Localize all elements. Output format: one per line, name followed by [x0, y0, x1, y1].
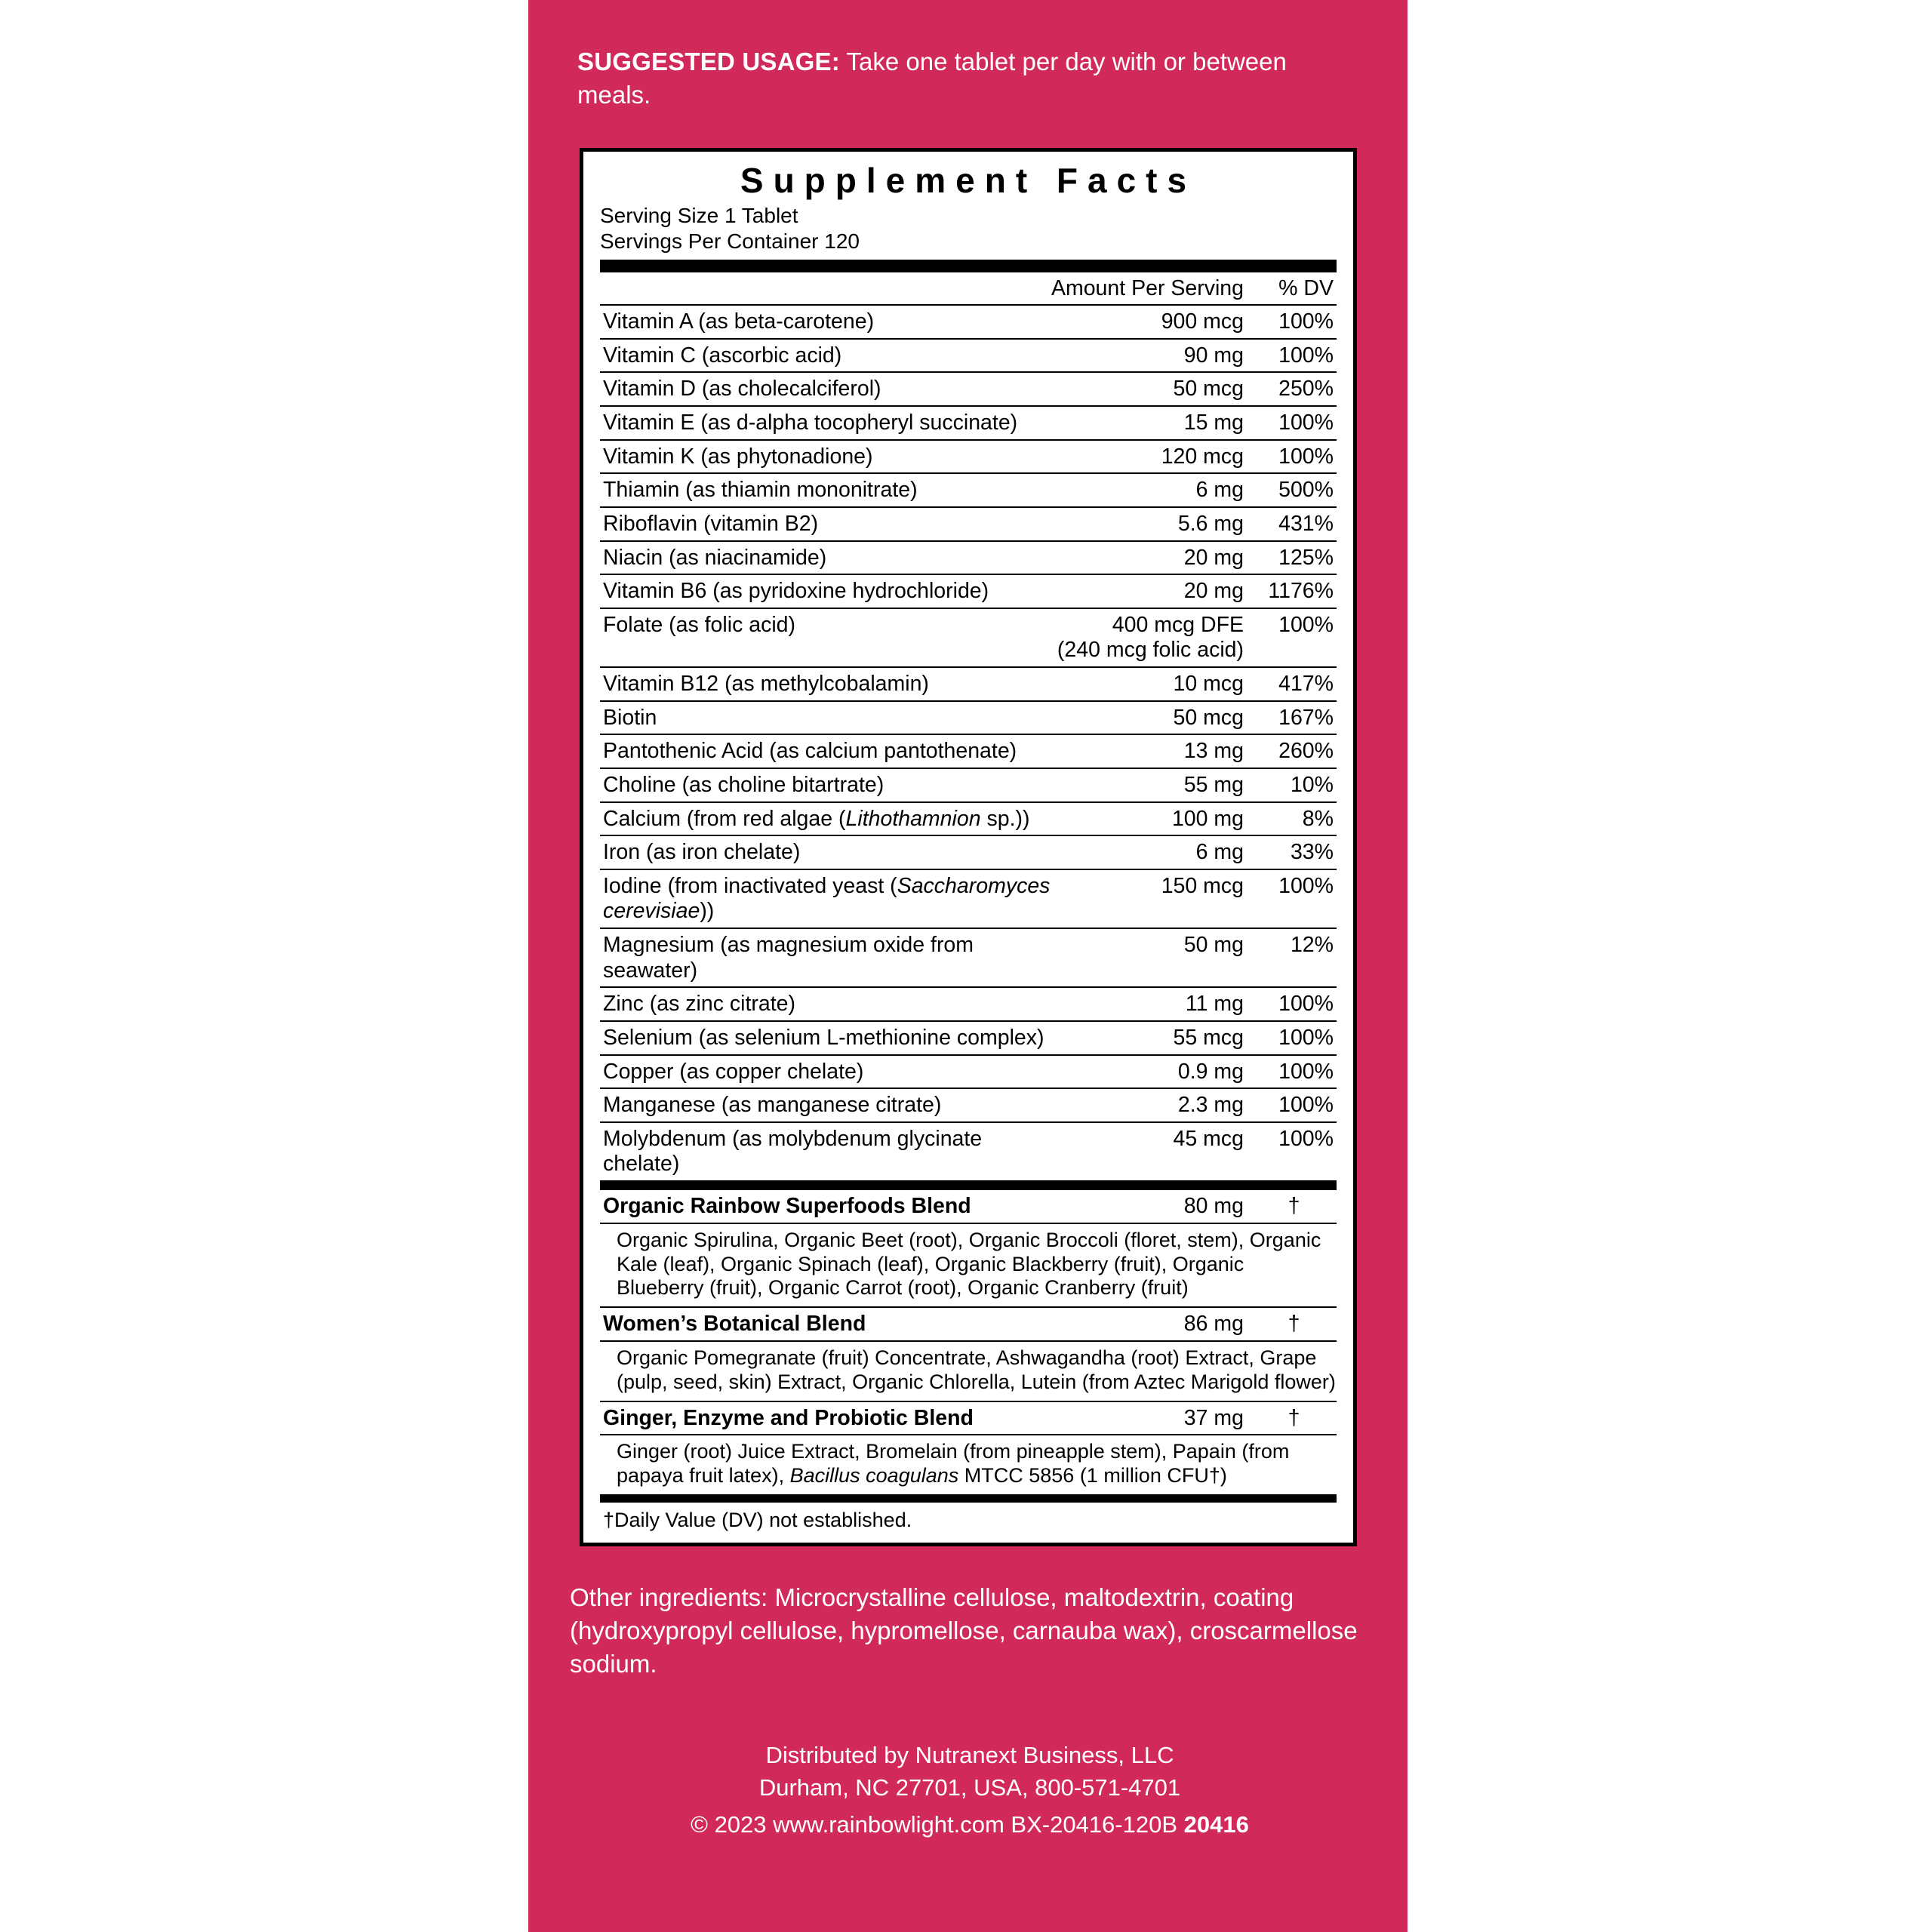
nutrient-dv: 33%: [1254, 835, 1337, 869]
nutrient-dv: 125%: [1254, 541, 1337, 575]
nutrient-dv: 500%: [1254, 473, 1337, 507]
blend-rows: [600, 1190, 1337, 1494]
nutrient-name: Manganese (as manganese citrate): [600, 1088, 1051, 1122]
nutrient-name: Pantothenic Acid (as calcium pantothenate): [600, 734, 1051, 768]
nutrient-name: Folate (as folic acid): [600, 608, 1051, 667]
nutrient-dv: 100%: [1254, 869, 1337, 928]
nutrient-amount: 90 mg: [1051, 339, 1254, 373]
nutrient-name: Vitamin D (as cholecalciferol): [600, 372, 1051, 406]
table-row: [600, 928, 1337, 987]
header-amount-per-serving: Amount Per Serving: [1051, 272, 1254, 306]
nutrient-dv: 100%: [1254, 608, 1337, 667]
nutrient-amount: 400 mcg DFE (240 mcg folic acid): [1051, 608, 1254, 667]
blend-row: [600, 1401, 1337, 1435]
nutrient-dv: 417%: [1254, 667, 1337, 701]
table-row: [600, 440, 1337, 474]
supplement-facts-title: Supplement Facts: [740, 161, 1197, 200]
blend-amount: 37 mg: [1122, 1401, 1254, 1435]
servings-per-container: Servings Per Container 120: [600, 229, 860, 254]
nutrient-dv: 100%: [1254, 987, 1337, 1021]
table-row: [600, 339, 1337, 373]
nutrient-amount: 120 mcg: [1051, 440, 1254, 474]
header-percent-dv: % DV: [1254, 272, 1337, 306]
blend-dv: †: [1254, 1401, 1337, 1435]
table-row: [600, 1122, 1337, 1181]
suggested-usage: [577, 45, 1340, 111]
nutrient-name: Molybdenum (as molybdenum glycinate chelate): [600, 1122, 1051, 1181]
table-row: [600, 1055, 1337, 1089]
copyright-text: © 2023 www.rainbowlight.com BX-20416-120B: [691, 1810, 1178, 1838]
nutrient-dv: 100%: [1254, 440, 1337, 474]
suggested-usage-label: SUGGESTED USAGE:: [577, 48, 840, 75]
table-row: [600, 802, 1337, 836]
nutrient-name: Vitamin K (as phytonadione): [600, 440, 1051, 474]
daily-value-footnote: †Daily Value (DV) not established.: [603, 1509, 912, 1531]
nutrient-name: Iodine (from inactivated yeast (Saccharomyces cerevisiae)): [600, 869, 1051, 928]
nutrient-amount: 55 mg: [1051, 768, 1254, 802]
nutrient-dv: 100%: [1254, 1021, 1337, 1055]
table-row: [600, 869, 1337, 928]
nutrient-amount: 20 mg: [1051, 574, 1254, 608]
nutrient-dv: 250%: [1254, 372, 1337, 406]
table-row: [600, 305, 1337, 339]
distributor-line-1: Distributed by Nutranext Business, LLC: [765, 1742, 1174, 1768]
nutrient-amount: 45 mcg: [1051, 1122, 1254, 1181]
copyright-line: [570, 1809, 1370, 1841]
nutrient-name: Vitamin A (as beta-carotene): [600, 305, 1051, 339]
nutrient-rows: [600, 305, 1337, 1181]
nutrient-amount: 13 mg: [1051, 734, 1254, 768]
nutrient-table-body: [600, 272, 1337, 306]
table-row: [600, 608, 1337, 667]
nutrient-table: [600, 272, 1337, 1183]
nutrient-amount: 5.6 mg: [1051, 507, 1254, 541]
nutrient-name: Vitamin E (as d-alpha tocopheryl succinate): [600, 406, 1051, 440]
table-row: [600, 667, 1337, 701]
nutrient-amount: 15 mg: [1051, 406, 1254, 440]
nutrient-name: Vitamin C (ascorbic acid): [600, 339, 1051, 373]
nutrient-name: Selenium (as selenium L-methionine complex): [600, 1021, 1051, 1055]
nutrient-amount: 0.9 mg: [1051, 1055, 1254, 1089]
blend-table: [600, 1190, 1337, 1494]
blend-name: Organic Rainbow Superfoods Blend: [600, 1190, 1122, 1223]
nutrient-amount: 55 mcg: [1051, 1021, 1254, 1055]
table-row: [600, 1088, 1337, 1122]
blend-name: Women’s Botanical Blend: [600, 1307, 1122, 1341]
blend-ingredients-row: [600, 1341, 1337, 1401]
nutrient-dv: 100%: [1254, 339, 1337, 373]
nutrient-name: Vitamin B12 (as methylcobalamin): [600, 667, 1051, 701]
nutrient-dv: 8%: [1254, 802, 1337, 836]
nutrient-amount: 900 mcg: [1051, 305, 1254, 339]
distributor-block: [570, 1740, 1370, 1841]
nutrient-name: Niacin (as niacinamide): [600, 541, 1051, 575]
serving-info: [600, 203, 1337, 259]
rule-blend-top: [600, 1182, 1337, 1190]
table-row: [600, 835, 1337, 869]
table-row: [600, 734, 1337, 768]
header-blank: [600, 272, 1051, 306]
other-ingredients: Other ingredients: Microcrystalline cellulose, maltodextrin, coating (hydroxypropyl cellulose, hypromellose, carnauba wax), croscarmellose sodium.: [570, 1583, 1358, 1678]
supplement-facts-box: [580, 148, 1357, 1546]
nutrient-dv: 167%: [1254, 701, 1337, 735]
table-header-row: [600, 272, 1337, 306]
nutrient-dv: 100%: [1254, 1055, 1337, 1089]
nutrient-name: Zinc (as zinc citrate): [600, 987, 1051, 1021]
nutrient-name: Biotin: [600, 701, 1051, 735]
suggested-usage-text: Take one tablet per day with or between meals.: [577, 48, 1287, 109]
nutrient-dv: 100%: [1254, 305, 1337, 339]
nutrient-name: Copper (as copper chelate): [600, 1055, 1051, 1089]
nutrient-name: Magnesium (as magnesium oxide from seawater): [600, 928, 1051, 987]
nutrient-amount: 150 mcg: [1051, 869, 1254, 928]
nutrient-amount: 50 mcg: [1051, 372, 1254, 406]
nutrient-dv: 100%: [1254, 1088, 1337, 1122]
nutrient-name: Vitamin B6 (as pyridoxine hydrochloride): [600, 574, 1051, 608]
table-row: [600, 406, 1337, 440]
nutrient-name: Riboflavin (vitamin B2): [600, 507, 1051, 541]
nutrient-amount: 11 mg: [1051, 987, 1254, 1021]
blend-dv: †: [1254, 1190, 1337, 1223]
table-row: [600, 372, 1337, 406]
nutrient-amount: 6 mg: [1051, 835, 1254, 869]
blend-ingredients-row: [600, 1435, 1337, 1494]
nutrient-amount: 10 mcg: [1051, 667, 1254, 701]
nutrient-dv: 260%: [1254, 734, 1337, 768]
table-row: [600, 701, 1337, 735]
blend-ingredients: Organic Spirulina, Organic Beet (root), Organic Broccoli (floret, stem), Organic Kale (leaf), Organic Spinach (leaf), Organic Blackberry (fruit), Organic Blueberry (fruit), Organic Carrot (root), Organic Cranberry (fruit): [600, 1223, 1337, 1308]
nutrient-amount: 50 mg: [1051, 928, 1254, 987]
nutrient-amount: 20 mg: [1051, 541, 1254, 575]
nutrient-amount: 100 mg: [1051, 802, 1254, 836]
supplement-label-panel: [528, 0, 1407, 1932]
blend-name: Ginger, Enzyme and Probiotic Blend: [600, 1401, 1122, 1435]
table-row: [600, 473, 1337, 507]
blend-ingredients: Ginger (root) Juice Extract, Bromelain (from pineapple stem), Papain (from papaya fruit latex), Bacillus coagulans MTCC 5856 (1 million CFU†): [617, 1440, 1290, 1487]
blend-row: [600, 1190, 1337, 1223]
nutrient-name: Thiamin (as thiamin mononitrate): [600, 473, 1051, 507]
nutrient-dv: 1176%: [1254, 574, 1337, 608]
nutrient-amount: 50 mcg: [1051, 701, 1254, 735]
table-row: [600, 507, 1337, 541]
rule-top-thick: [600, 260, 1337, 272]
nutrient-amount: 6 mg: [1051, 473, 1254, 507]
blend-amount: 86 mg: [1122, 1307, 1254, 1341]
nutrient-name: Choline (as choline bitartrate): [600, 768, 1051, 802]
nutrient-dv: 100%: [1254, 1122, 1337, 1181]
serving-size: Serving Size 1 Tablet: [600, 204, 798, 228]
nutrient-dv: 12%: [1254, 928, 1337, 987]
table-row: [600, 541, 1337, 575]
nutrient-dv: 100%: [1254, 406, 1337, 440]
rule-blend-bottom: [600, 1494, 1337, 1503]
table-row: [600, 574, 1337, 608]
nutrient-dv: 10%: [1254, 768, 1337, 802]
sku-number: 20416: [1183, 1810, 1249, 1838]
blend-amount: 80 mg: [1122, 1190, 1254, 1223]
table-row: [600, 987, 1337, 1021]
nutrient-name: Iron (as iron chelate): [600, 835, 1051, 869]
table-row: [600, 768, 1337, 802]
nutrient-name: Calcium (from red algae (Lithothamnion sp.)): [600, 802, 1051, 836]
blend-row: [600, 1307, 1337, 1341]
table-row: [600, 1021, 1337, 1055]
blend-ingredients-row: [600, 1223, 1337, 1308]
nutrient-dv: 431%: [1254, 507, 1337, 541]
distributor-line-2: Durham, NC 27701, USA, 800-571-4701: [758, 1774, 1181, 1801]
nutrient-amount: 2.3 mg: [1051, 1088, 1254, 1122]
blend-ingredients: Organic Pomegranate (fruit) Concentrate, Ashwagandha (root) Extract, Grape (pulp, seed, skin) Extract, Organic Chlorella, Lutein (from Aztec Marigold flower): [600, 1341, 1337, 1401]
blend-dv: †: [1254, 1307, 1337, 1341]
